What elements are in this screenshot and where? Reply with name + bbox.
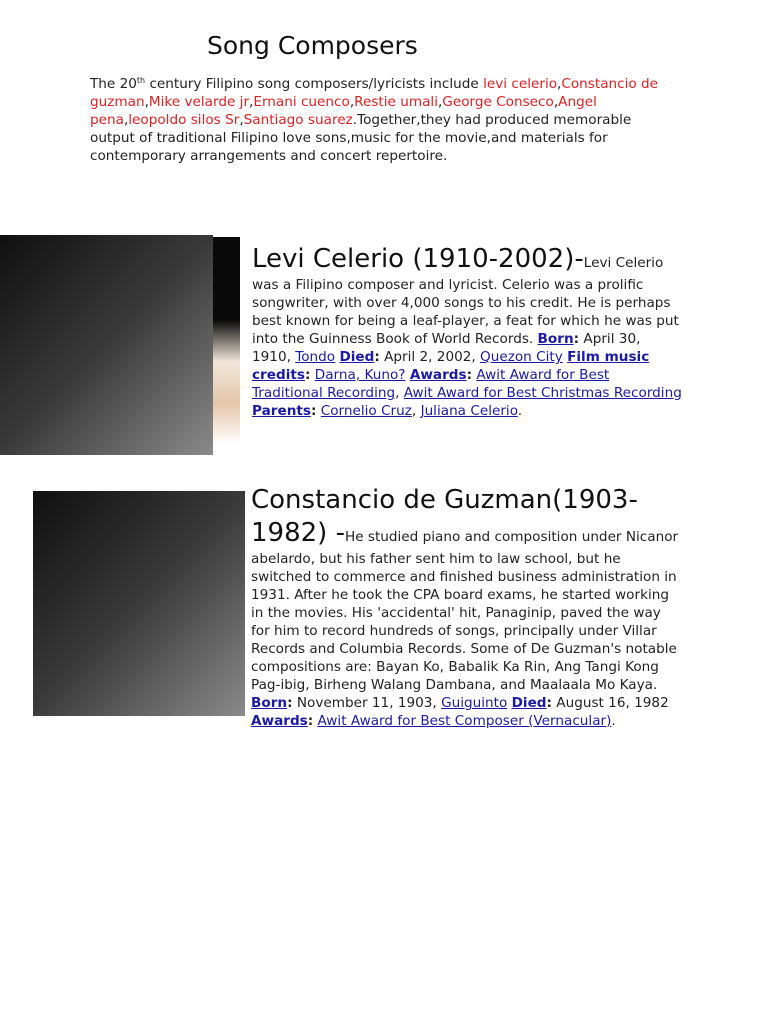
parent-link[interactable]: Cornelio Cruz	[320, 403, 412, 419]
intro-separator: ,	[557, 76, 562, 92]
award-link[interactable]: Awit Award for Best Traditional Recording	[252, 367, 610, 401]
levi-celerio-bio: Levi Celerio was a Filipino composer and lyricist. Celerio was a prolific songwriter, with over 4,000 songs to his credit. He is perhaps best known for being a leaf-player, a feat for which he was put into the Guinness Book of World Records.	[252, 255, 679, 347]
intro-separator: ,	[239, 112, 244, 128]
levi-celerio-photo	[0, 235, 213, 455]
intro-separator: ,	[123, 112, 129, 128]
intro-superscript: th	[136, 76, 146, 85]
composer-name-restie-umali: Restie umali	[354, 94, 438, 110]
levi-celerio-entry: Levi Celerio (1910-2002)-Levi Celerio was a Filipino composer and lyricist. Celerio was a prolific songwriter, with over 4,000 songs to his credit. He is perhaps best known for being a leaf-player, a feat for which he was put into the Guinness Book of World Records. Born: April 30, 1910, Tondo Died: April 2, 2002, Quezon City Film music credits: Darna, Kuno? Awards: Awit Award for Best Traditional Recording, Awit Award for Best Christmas Recording Parents: Cornelio Cruz, Juliana Celerio.	[252, 244, 682, 419]
composer-name-leopoldo-silos: leopoldo silos Sr	[128, 112, 240, 128]
death-date: August 16, 1982	[551, 695, 669, 711]
constancio-de-guzman-entry: Constancio de Guzman(1903-1982) -He studied piano and composition under Nicanor abelardo, but his father sent him to law school, but he switched to commerce and finished business administration in 1931. After he took the CPA board exams, he started working in the movies. His 'accidental' hit, Panaginip, paved the way for him to record hundreds of songs, principally under Villar Records and Columbia Records. Some of De Guzman's notable compositions are: Bayan Ko, Babalik Ka Rin, Ang Tangi Kong Pag-ibig, Birheng Walang Dambana, and Maalaala Mo Kaya. Born: November 11, 1903, Guiguinto Died: August 16, 1982 Awards: Awit Award for Best Composer (Vernacular).	[251, 485, 679, 729]
intro-lead: century Filipino song composers/lyricists include	[145, 76, 484, 92]
composer-name-levi-celerio: levi celerio	[483, 76, 558, 92]
parents-label[interactable]: Parents	[252, 403, 311, 419]
intro-closing: .Together,they had produced memorable output of traditional Filipino love sons,music for the movie,and materials for contemporary arrangements and concert repertoire.	[90, 112, 632, 164]
levi-celerio-photo-edge	[213, 237, 240, 445]
composer-name-mike-velarde: Mike velarde jr	[148, 94, 250, 110]
born-date: November 11, 1903,	[292, 695, 442, 711]
birthplace-link[interactable]: Tondo	[295, 349, 336, 365]
born-label[interactable]: Born	[251, 695, 288, 711]
composer-name-constancio-de-guzman: Constancio de guzman	[90, 76, 659, 110]
awards-label[interactable]: Awards	[409, 367, 467, 383]
levi-celerio-heading: Levi Celerio (1910-2002)-	[252, 244, 584, 274]
intro-separator: ,	[249, 94, 254, 110]
death-place-link[interactable]: Quezon City	[480, 349, 563, 365]
film-music-credits-label[interactable]: Film music credits	[252, 349, 650, 383]
composer-name-george-conseco: George Conseco	[442, 94, 554, 110]
intro-separator: ,	[349, 94, 355, 110]
died-label[interactable]: Died	[339, 349, 375, 365]
constancio-de-guzman-bio: He studied piano and composition under Nicanor abelardo, but his father sent him to law school, but he switched to commerce and finished business administration in 1931. After he took the CPA board exams, he started working in the movies. His 'accidental' hit, Panaginip, paved the way for him to record hundreds of songs, principally under Villar Records and Columbia Records. Some of De Guzman's notable compositions are: Bayan Ko, Babalik Ka Rin, Ang Tangi Kong Pag-ibig, Birheng Walang Dambana, and Maalaala Mo Kaya.	[251, 529, 679, 693]
intro-separator: ,	[144, 94, 149, 110]
birthplace-link[interactable]: Guiguinto	[441, 695, 508, 711]
intro-separator: ,	[437, 94, 443, 110]
intro-separator: ,	[553, 94, 559, 110]
award-link[interactable]: Awit Award for Best Composer (Vernacular)	[317, 713, 612, 729]
page-title: Song Composers	[207, 31, 418, 60]
award-link[interactable]: Awit Award for Best Christmas Recording	[403, 385, 682, 401]
composer-name-ernani-cuenco: Ernani cuenco	[253, 94, 350, 110]
composer-name-angel-pena: Angel pena	[90, 94, 597, 128]
composer-name-santiago-suarez: Santiago suarez	[243, 112, 353, 128]
constancio-de-guzman-heading: Constancio de Guzman(1903-1982) -	[251, 485, 638, 548]
death-date: April 2, 2002,	[379, 349, 481, 365]
intro-paragraph	[90, 75, 680, 165]
awards-label[interactable]: Awards	[251, 713, 308, 729]
parent-link[interactable]: Juliana Celerio	[420, 403, 518, 419]
born-date: April 30, 1910,	[252, 331, 641, 365]
died-label[interactable]: Died	[511, 695, 547, 711]
intro-prefix: The 20	[90, 76, 137, 92]
born-label[interactable]: Born	[537, 331, 574, 347]
film-credit-link[interactable]: Darna, Kuno?	[314, 367, 406, 383]
